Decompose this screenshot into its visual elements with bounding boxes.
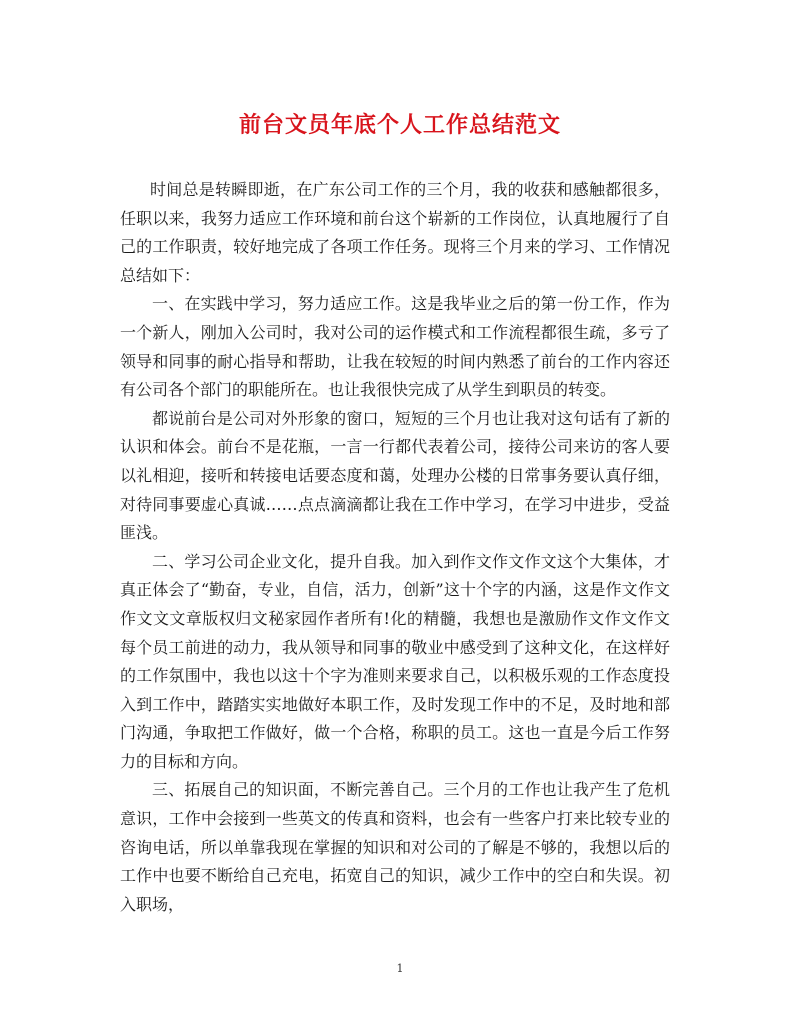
document-body	[120, 176, 670, 919]
page-number: 1	[396, 962, 404, 975]
paragraph-section-1: 一、在实践中学习，努力适应工作。这是我毕业之后的第一份工作，作为一个新人，刚加入公司时，我对公司的运作模式和工作流程都很生疏，多亏了领导和同事的耐心指导和帮助，让我在较短的时间内熟悉了前台的工作内容还有公司各个部门的职能所在。也让我很快完成了从学生到职员的转变。	[120, 294, 670, 400]
paragraph-section-2: 二、学习公司企业文化，提升自我。加入到作文作文作文这个大集体，才真正体会了“勤奋，专业，自信，活力，创新”这十个字的内涵，这是作文作文作文文文章版权归文秘家园作者所有!化的精髓，我想也是激励作文作文作文每个员工前进的动力，我从领导和同事的敬业中感受到了这种文化，在这样好的工作氛围中，我也以这十个字为准则来要求自己，以积极乐观的工作态度投入到工作中，踏踏实实地做好本职工作，及时发现工作中的不足，及时地和部门沟通，争取把工作做好，做一个合格，称职的员工。这也一直是今后工作努力的目标和方向。	[120, 551, 670, 771]
document-title: 前台文员年底个人工作总结范文	[238, 112, 561, 138]
paragraph-section-3: 三、拓展自己的知识面，不断完善自己。三个月的工作也让我产生了危机意识，工作中会接到一些英文的传真和资料，也会有一些客户打来比较专业的咨询电话，所以单靠我现在掌握的知识和对公司的了解是不够的，我想以后的工作中也要不断给自己充电，拓宽自己的知识，减少工作中的空白和失误。初入职场，	[120, 780, 670, 914]
paragraph-intro: 时间总是转瞬即逝，在广东公司工作的三个月，我的收获和感触都很多，任职以来，我努力适应工作环境和前台这个崭新的工作岗位，认真地履行了自己的工作职责，较好地完成了各项工作任务。现将三个月来的学习、工作情况总结如下：	[120, 180, 670, 285]
paragraph-front-desk: 都说前台是公司对外形象的窗口，短短的三个月也让我对这句话有了新的认识和体会。前台不是花瓶，一言一行都代表着公司，接待公司来访的客人要以礼相迎，接听和转接电话要态度和蔼，处理办公楼的日常事务要认真仔细，对待同事要虚心真诚……点点滴滴都让我在工作中学习，在学习中进步，受益匪浅。	[120, 408, 670, 543]
